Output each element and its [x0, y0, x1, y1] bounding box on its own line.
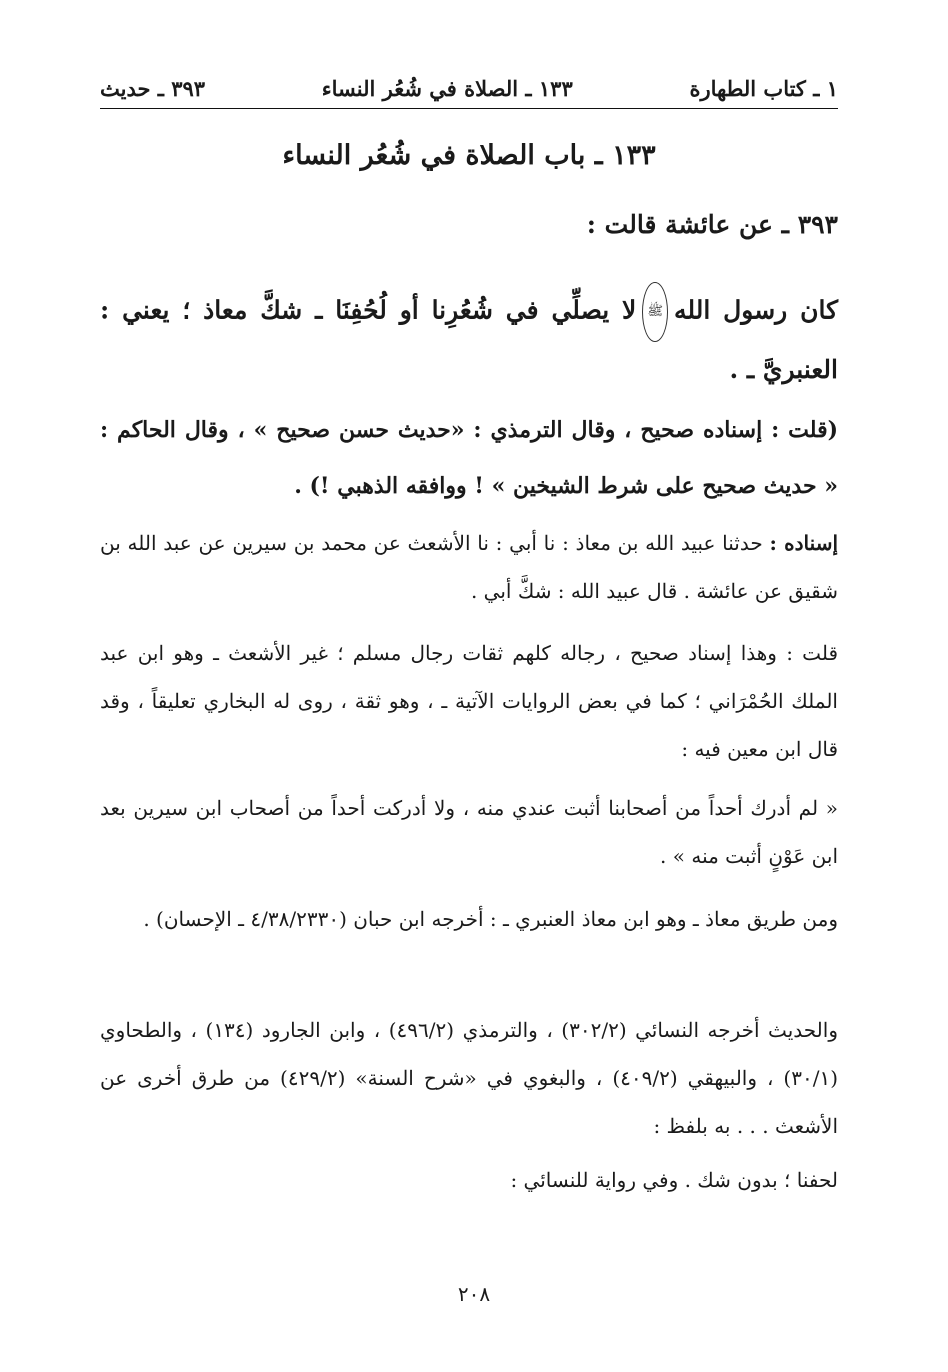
hadith-heading: ٣٩٣ ـ عن عائشة قالت : [586, 210, 838, 239]
header-chapter-title: ١٣٣ ـ الصلاة في شُعُر النساء [321, 75, 573, 101]
isnad-label: إسناده : [769, 531, 839, 555]
pbuh-icon: ﷺ [642, 282, 668, 342]
page-number: ٢٠٨ [457, 1282, 491, 1306]
hadith-text-after: لا يصلِّي في شُعُرِنا أو لُحُفِنَا ـ شكَّ معاذ ؛ يعني : العنبريَّ ـ . [100, 295, 838, 384]
wording-paragraph: لحفنا ؛ بدون شك . وفي رواية للنسائي : [510, 1168, 838, 1192]
chapter-title: ١٣٣ ـ باب الصلاة في شُعُر النساء [282, 140, 656, 171]
header-book-title: ١ ـ كتاب الطهارة [689, 75, 838, 101]
hadith-text [100, 282, 838, 398]
hadith-text-before: كان رسول الله [674, 295, 838, 325]
isnad-text: حدثنا عبيد الله بن معاذ : نا أبي : نا الأشعث عن محمد بن سيرين عن عبد الله بن شقيق عن عائشة . قال عبيد الله : شكَّ أبي . [100, 531, 838, 603]
header-hadith-number: ٣٩٣ ـ حديث [100, 75, 206, 101]
authentication-note: (قلت : إسناده صحيح ، وقال الترمذي : «حديث حسن صحيح » ، وقال الحاكم : « حديث صحيح على شرط الشيخين » ! ووافقه الذهبي !) . [100, 417, 838, 499]
isnad-paragraph [100, 519, 838, 615]
running-header [100, 68, 838, 108]
commentary-paragraph: قلت : وهذا إسناد صحيح ، رجاله كلهم ثقات رجال مسلم ؛ غير الأشعث ـ وهو ابن عبد الملك الحُمْرَاني ؛ كما في بعض الروايات الآتية ـ ، وهو ثقة ، روى له البخاري تعليقاً ، وقد قال ابن معين فيه : [100, 641, 839, 761]
quote-paragraph: « لم أدرك أحداً من أصحابنا أثبت عندي منه ، ولا أدركت أحداً من أصحاب ابن سيرين بعد ابن عَوْنٍ أثبت منه » . [100, 796, 838, 868]
header-divider [100, 108, 838, 109]
takhrij-paragraph: والحديث أخرجه النسائي (٣٠٢/٢) ، والترمذي (٤٩٦/٢) ، وابن الجارود (١٣٤) ، والطحاوي (٣٠/١) ، والبيهقي (٤٠٩/٢) ، والبغوي في «شرح السنة» (٤٢٩/٢) من طرق أخرى عن الأشعث . . . به بلفظ : [100, 1018, 838, 1138]
takhrij-ibn-hibban: ومن طريق معاذ ـ وهو ابن معاذ العنبري ـ : أخرجه ابن حبان (٤/٣٨/٢٣٣٠ ـ الإحسان) . [143, 907, 838, 931]
